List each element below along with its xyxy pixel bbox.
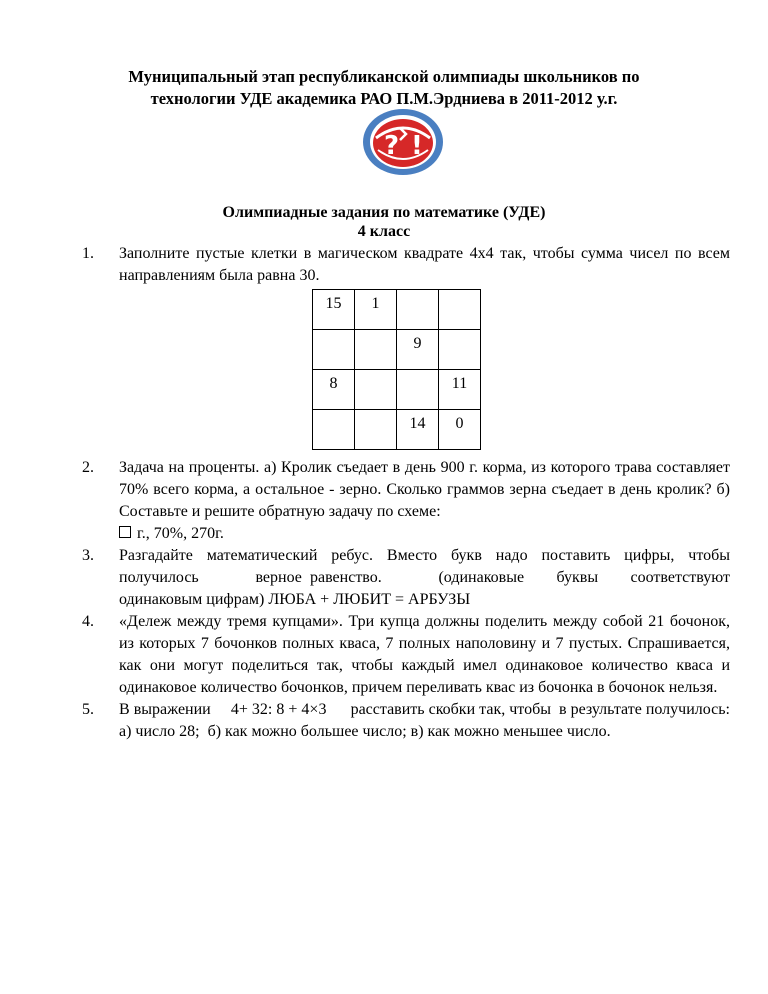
task-5: [82, 699, 734, 743]
grid-cell: 8: [313, 370, 355, 410]
svg-text:?: ?: [384, 131, 400, 161]
task-text: Задача на проценты. а) Кролик съедает в день 900 г. корма, из которого трава составляет 70% всего корма, а остальное - зерно. Сколько граммов зерна съедает в день кролик? б) Составьте и решите обратную задачу по схеме:: [119, 459, 730, 520]
subtitle-block: [0, 203, 768, 241]
grid-cell: [439, 290, 481, 330]
header-line-2: технологии УДЕ академика РАО П.М.Эрдниева в 2011-2012 у.г.: [150, 89, 618, 108]
task-3: [82, 545, 730, 611]
grid-cell: 0: [439, 410, 481, 450]
task-text: Заполните пустые клетки в магическом квадрате 4х4 так, чтобы сумма чисел по всем направлениям была равна 30.: [119, 245, 730, 284]
olympiad-logo-icon: [362, 108, 444, 176]
grid-cell: 15: [313, 290, 355, 330]
grid-cell: [355, 370, 397, 410]
grid-row: [313, 410, 481, 450]
task-formula: [119, 523, 730, 545]
task-4: [82, 611, 730, 699]
grid-cell: 1: [355, 290, 397, 330]
grid-cell: [313, 330, 355, 370]
svg-text:!: !: [411, 131, 423, 161]
grid-cell: [397, 370, 439, 410]
task-number: 4.: [82, 613, 94, 630]
header: [0, 66, 768, 110]
task-2: [82, 457, 730, 545]
page-title: Олимпиадные задания по математике (УДЕ): [222, 204, 546, 221]
task-text-line: одинаковым цифрам) ЛЮБА + ЛЮБИТ = АРБУЗЫ: [119, 591, 471, 608]
header-line-1: Муниципальный этап республиканской олимпиады школьников по: [128, 67, 640, 86]
grid-cell: [313, 410, 355, 450]
grid-cell: [397, 290, 439, 330]
task-list: [82, 243, 734, 743]
magic-square-grid: [312, 289, 481, 450]
grade-label: 4 класс: [357, 223, 411, 240]
task-text-line: получилось верное равенство. (одинаковые буквы соответствуют: [119, 569, 730, 586]
formula-text: г., 70%, 270г.: [137, 525, 224, 542]
task-text: «Дележ между тремя купцами». Три купца должны поделить между собой 21 бочонок, из которых 7 бочонков полных кваса, 7 полных наполовину и 7 пустых. Спрашивается, как они могут поделиться так, чтобы каждый имел одинаковое количество кваса и одинаковое количество бочонков, причем переливать квас из бочонка в бочонок нельзя.: [119, 613, 730, 696]
task-number: 1.: [82, 245, 94, 262]
grid-row: [313, 370, 481, 410]
grid-cell: 11: [439, 370, 481, 410]
grid-row: [313, 330, 481, 370]
grid-cell: [439, 330, 481, 370]
task-text-line: Разгадайте математический ребус. Вместо букв надо поставить цифры, чтобы: [119, 547, 730, 564]
grid-cell: 14: [397, 410, 439, 450]
task-1: [82, 243, 730, 450]
task-number: 5.: [82, 701, 94, 718]
task-number: 2.: [82, 459, 94, 476]
grid-cell: [355, 330, 397, 370]
empty-box-icon: [119, 526, 131, 538]
grid-cell: 9: [397, 330, 439, 370]
task-text: В выражении 4+ 32: 8 + 4×3 расставить скобки так, чтобы в результате получилось: а) число 28; б) как можно большее число; в) как можно меньшее число.: [119, 701, 734, 740]
grid-cell: [355, 410, 397, 450]
task-number: 3.: [82, 547, 94, 564]
grid-row: [313, 290, 481, 330]
